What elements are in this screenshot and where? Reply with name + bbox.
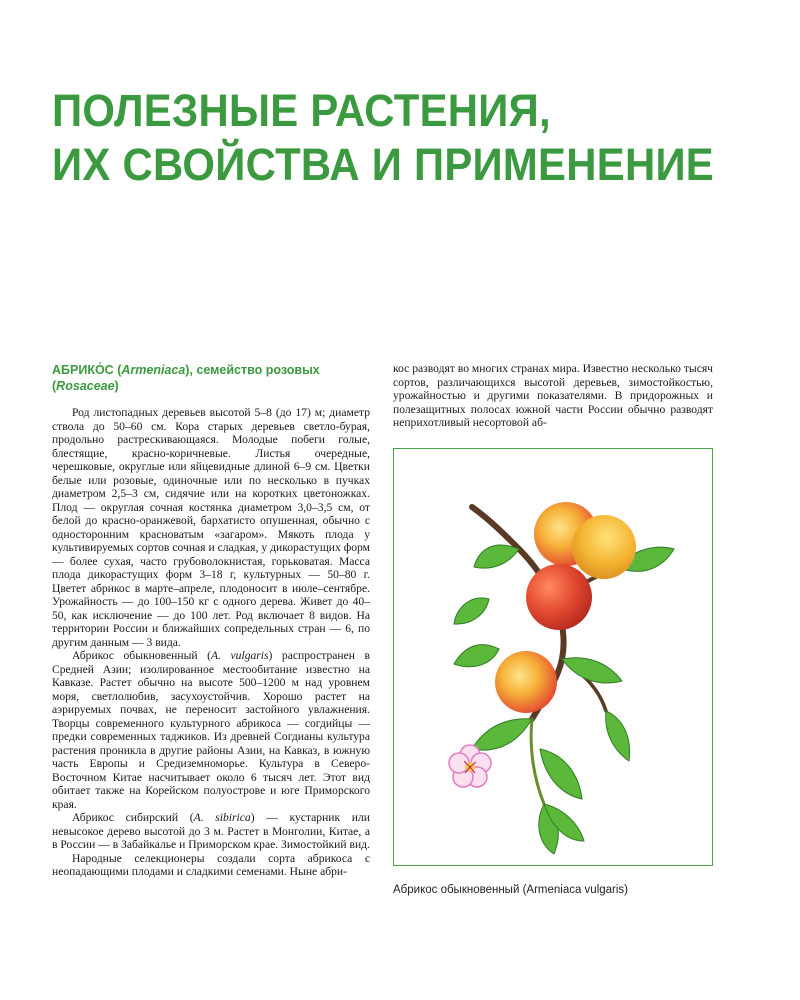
left-column	[52, 362, 370, 879]
p2-rest: ) распространен в Средней Азии; изолированное местообитание известно на Кавказе. Растет обычно на высоте 500–1200 м над уровнем моря, светлолюбив, засухоустойчив. Хорошо растет на аэрируемых почвах, не переносит застойного увлажнения. Творцы современного культурного абрикоса — согдийцы — предки современных таджиков. Из древней Согдианы культура растения проникла в другие районы Азии, на Кавказ, в южную часть Европы и Средиземноморье. Культура в Северо-Восточном Китае насчитывает около 6 тысяч лет. Этот вид обитает также на Корейском полуострове и юге Приморского края.	[52, 649, 370, 811]
paragraph-genus-description: Род листопадных деревьев высотой 5–8 (до 17) м; диаметр ствола до 50–60 см. Кора старых деревьев светло-бурая, продольно растрескивающаяся. Молодые побеги голые, блестящие, красно-коричневые. Листья очередные, черешковые, округлые или яйцевидные длиной 6–9 см. Цветки белые или розовые, одиночные или по несколько в пучках диаметром 2,5–3 см, сидячие или на коротких цветоножках. Плод — округлая сочная костянка диаметром 3,0–3,5 см, от белой до красно-оранжевой, бархатисто опушенная, обычно с односторонним красноватым «загаром». Мякоть плода у культивируемых сортов сочная и сладкая, у дикорастущих форм — более сухая, часто грубоволокнистая, горьковатая. Масса плода дикорастущих форм 3–18 г, культурных — 50–80 г. Цветет абрикос в марте–апреле, плодоносит в июле–сентябре. Урожайность — до 100–150 кг с одного дерева. Живет до 40–50, как исключение — до 100 лет. Род включает 8 видов. На территории России и ближайших сопредельных стран — 6, по другим данным — 3 вида.	[52, 406, 370, 649]
blossom	[449, 745, 491, 787]
apricot-fruit	[572, 515, 636, 579]
section-family: , семейство розовых	[189, 363, 320, 377]
apricot-fruit	[495, 651, 557, 713]
apricot-fruit	[526, 564, 592, 630]
title-line-1: ПОЛЕЗНЫЕ РАСТЕНИЯ,	[52, 85, 551, 136]
p2-latin: A. vulgaris	[211, 649, 269, 662]
section-name: АБРИКО́С	[52, 363, 114, 377]
paragraph-cultivars-start: Народные селекционеры создали сорта абрикоса с неопадающими плодами и сладкими семенами. Ныне абри-	[52, 851, 370, 878]
apricot-illustration	[394, 449, 712, 865]
section-latin-genus: Armeniaca	[121, 363, 186, 377]
figure-caption: Абрикос обыкновенный (Armeniaca vulgaris)	[393, 884, 629, 896]
section-heading: АБРИКО́С (Armeniaca), семейство розовых (Rosaceae)	[52, 363, 320, 393]
p3-rest: ) — кустарник или невысокое дерево высотой до 3 м. Растет в Монголии, Китае, а в России — в Забайкалье и Приморском крае. Зимостойкий вид.	[52, 811, 371, 851]
paragraph-common-apricot	[52, 649, 370, 811]
p3-latin: A. sibirica	[193, 811, 251, 824]
paragraph-siberian-apricot	[52, 811, 370, 852]
p2-start: Абрикос обыкновенный (	[72, 649, 211, 662]
page-title	[52, 84, 722, 192]
title-line-2: ИХ СВОЙСТВА И ПРИМЕНЕНИЕ	[52, 139, 715, 190]
right-column	[393, 362, 713, 430]
section-latin-family: Rosaceae	[56, 379, 115, 393]
apricot-illustration-frame	[393, 448, 713, 866]
p3-start: Абрикос сибирский (	[72, 811, 194, 824]
paragraph-cultivars-continued: кос разводят во многих странах мира. Известно несколько тысяч сортов, различающихся высотой деревьев, зимостойкостью, урожайностью и другими показателями. В придорожных и полезащитных полосах южной части России обычно разводят неприхотливый несортовой аб-	[393, 362, 713, 429]
